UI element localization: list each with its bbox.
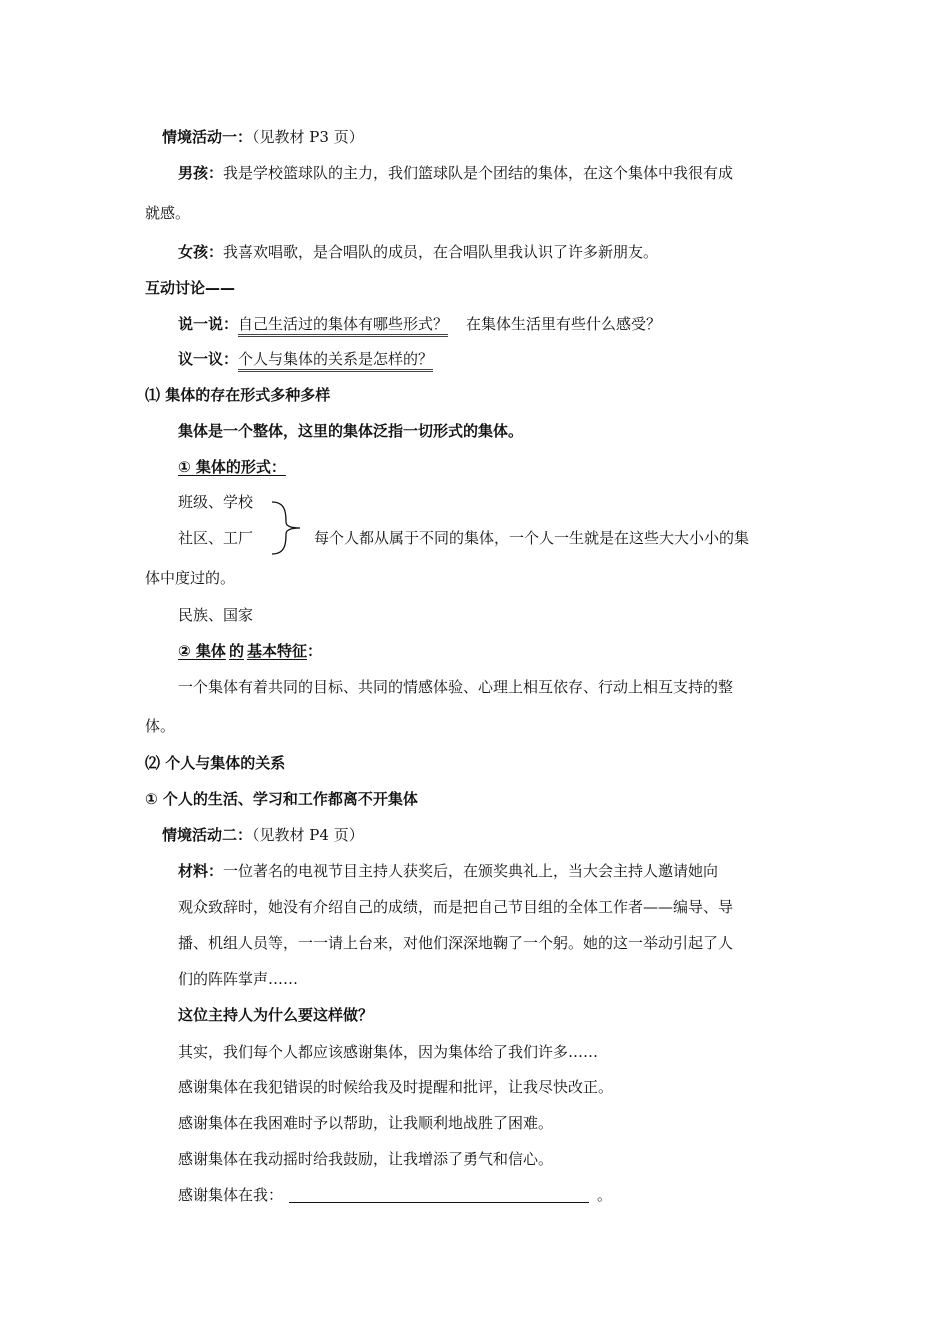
activity2-title-line: [162, 825, 364, 845]
section2-heading: ⑵ 个人与集体的关系: [145, 754, 286, 772]
boy-line-2: 就感。: [145, 204, 191, 222]
material-label: 材料：: [178, 862, 224, 880]
material-line-4: 们的阵阵掌声……: [178, 970, 299, 988]
features-heading-d: ：: [306, 642, 322, 660]
thanks-line-0: 其实，我们每个人都应该感谢集体，因为集体给了我们许多……: [178, 1043, 599, 1061]
girl-label: 女孩：: [178, 243, 224, 261]
material-line-3: 播、机组人员等，一一请上台来，对他们深深地鞠了一个躬。她的这一举动引起了人: [178, 934, 734, 952]
features-heading: [178, 641, 322, 661]
say-question-2: 在集体生活里有些什么感受？: [466, 315, 662, 333]
forms-desc-2: 体中度过的。: [145, 569, 236, 587]
thanks-line-2: 感谢集体在我困难时予以帮助，让我顺利地战胜了困难。: [178, 1114, 554, 1132]
material-text-1: 一位著名的电视节目主持人获奖后，在颁奖典礼上，当大会主持人邀请她向: [223, 862, 719, 880]
activity1-title-line: [162, 127, 364, 147]
boy-line-1: [178, 163, 733, 183]
discuss-label: 议一议：: [178, 350, 239, 368]
section2-subheading: ① 个人的生活、学习和工作都离不开集体: [145, 790, 418, 808]
boy-label: 男孩：: [178, 164, 224, 182]
boy-text-1: 我是学校篮球队的主力，我们篮球队是个团结的集体，在这个集体中我很有成: [223, 164, 734, 182]
thanks-line-3: 感谢集体在我动摇时给我鼓励，让我增添了勇气和信心。: [178, 1150, 554, 1168]
brace-icon: [266, 500, 306, 556]
girl-text: 我喜欢唱歌，是合唱队的成员，在合唱队里我认识了许多新朋友。: [223, 243, 659, 261]
thanks-4-end: 。: [597, 1186, 613, 1204]
form-a: 班级、学校: [178, 493, 254, 511]
fill-in-blank[interactable]: [289, 1186, 589, 1203]
say-line: [178, 314, 661, 334]
features-heading-b: 的: [228, 642, 244, 660]
say-question-1: 自己生活过的集体有哪些形式？: [238, 315, 448, 337]
question-line: 这位主持人为什么要这样做？: [178, 1006, 374, 1024]
activity1-title: 情境活动一：: [162, 128, 253, 146]
activity2-title: 情境活动二：: [162, 826, 253, 844]
features-text-2: 体。: [145, 717, 176, 735]
activity2-ref: （见教材 P4 页）: [252, 826, 364, 844]
forms-heading: ① 集体的形式：: [178, 458, 286, 476]
features-heading-a: ② 集体: [178, 642, 226, 660]
say-label: 说一说：: [178, 315, 239, 333]
features-heading-c: 基本特征: [246, 642, 307, 660]
features-text-1: 一个集体有着共同的目标、共同的情感体验、心理上相互依存、行动上相互支持的整: [178, 678, 734, 696]
section1-heading: ⑴ 集体的存在形式多种多样: [145, 386, 331, 404]
activity1-ref: （见教材 P3 页）: [252, 128, 364, 146]
section1-definition: 集体是一个整体，这里的集体泛指一切形式的集体。: [178, 422, 524, 440]
form-b: 社区、工厂: [178, 529, 254, 547]
material-line-1: [178, 861, 718, 881]
material-line-2: 观众致辞时，她没有介绍自己的成绩，而是把自己节目组的全体工作者——编导、导: [178, 898, 734, 916]
discussion-title: 互动讨论——: [145, 279, 236, 297]
thanks-4-label: 感谢集体在我：: [178, 1186, 284, 1204]
forms-desc-1: 每个人都从属于不同的集体，一个人一生就是在这些大大小小的集: [314, 529, 750, 547]
discuss-line: [178, 349, 433, 369]
girl-line: [178, 242, 658, 262]
thanks-line-4: [178, 1185, 612, 1205]
discuss-question: 个人与集体的关系是怎样的？: [238, 350, 433, 372]
thanks-line-1: 感谢集体在我犯错误的时候给我及时提醒和批评，让我尽快改正。: [178, 1078, 614, 1096]
form-c: 民族、国家: [178, 606, 254, 624]
